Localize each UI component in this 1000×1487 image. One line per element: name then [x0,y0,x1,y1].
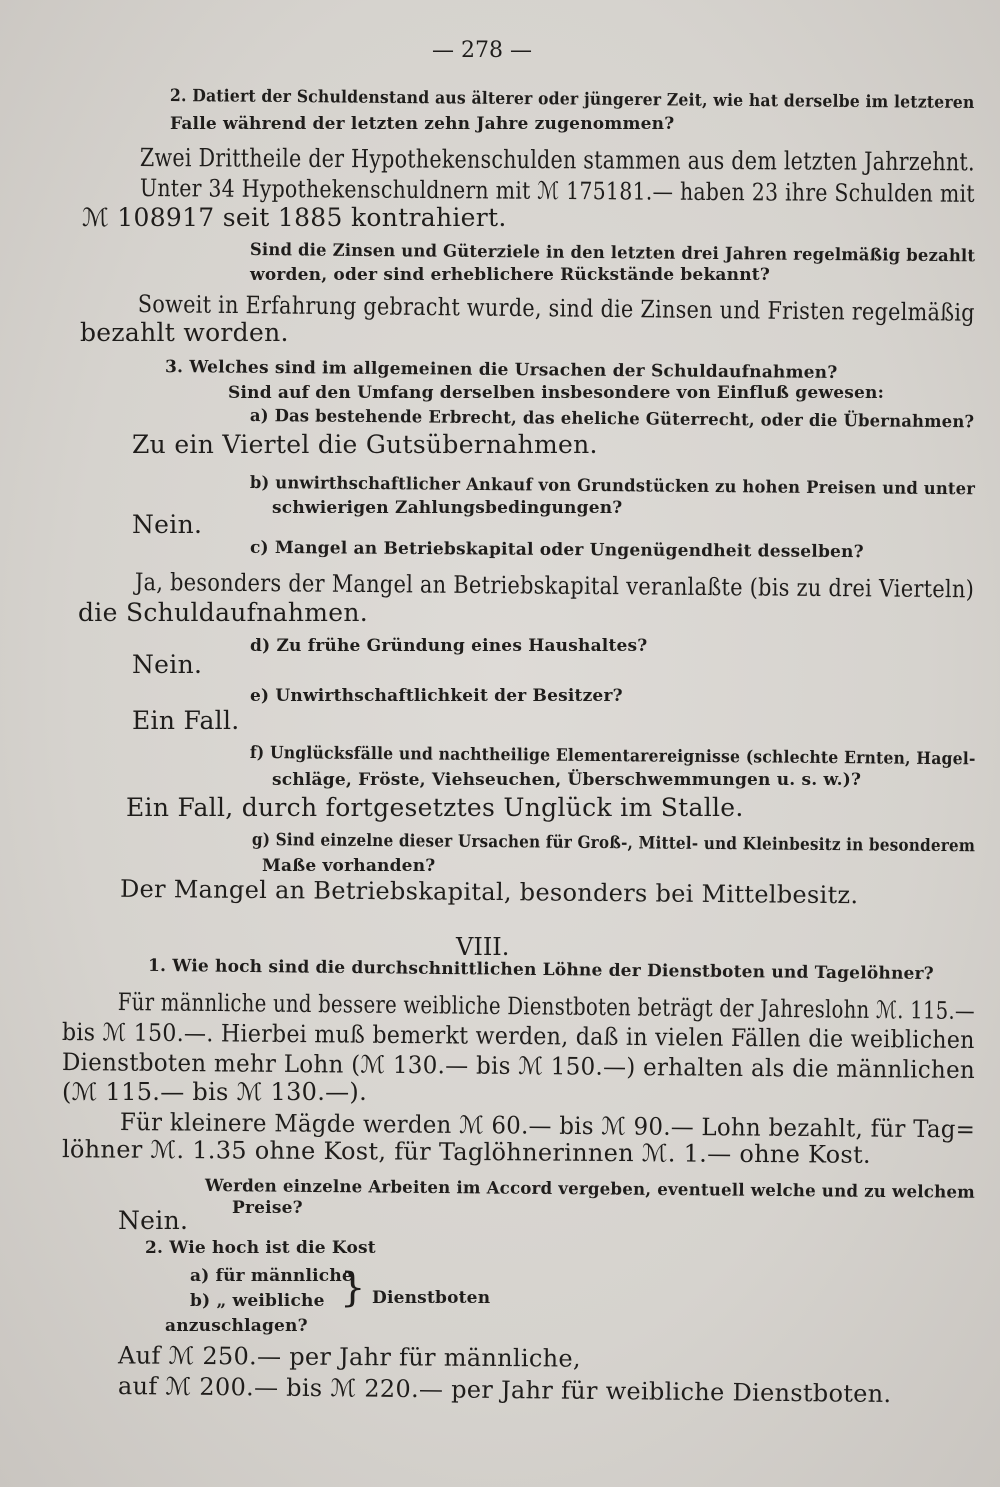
curly-brace-icon: } [340,1265,366,1311]
question-3b-line-2: schwierigen Zahlungsbedingungen? [272,498,623,518]
question-2b-line-2: worden, oder sind erheblichere Rückstände bekannt? [250,265,770,285]
question-2-line-1: 2. Datiert der Schuldenstand aus älterer oder jüngerer Zeit, wie hat derselbe im letzteren [169,86,975,114]
viii-question-1: 1. Wie hoch sind die durchschnittlichen Löhne der Dienstboten und Tagelöhner? [147,955,934,985]
answer-2-line-1: Zwei Drittheile der Hypothekenschulden stammen aus dem letzten Jahrzehnt. [139,143,975,177]
answer-2-line-3: ℳ 108917 seit 1885 kontrahiert. [82,203,507,232]
answer-3f: Ein Fall, durch fortgesetztes Unglück im Stalle. [126,793,744,822]
viii-question-1b-line-1: Werden einzelne Arbeiten im Accord vergeben, eventuell welche und zu welchem [204,1176,976,1203]
viii-question-2-group-label: Dienstboten [372,1288,491,1308]
viii-answer-1c: Nein. [118,1206,189,1235]
question-2b-line-1: Sind die Zinsen und Güterziele in den letzten drei Jahren regelmäßig bezahlt [249,240,976,267]
answer-3d: Nein. [132,650,203,679]
answer-3e: Ein Fall. [132,706,240,735]
question-3f-line-2: schläge, Fröste, Viehseuchen, Überschwemmungen u. s. w.)? [272,770,862,790]
answer-2-line-2: Unter 34 Hypothekenschuldnern mit ℳ 175181.— haben 23 ihre Schulden mit [139,174,975,208]
viii-question-2-option-a: a) für männliche [190,1266,353,1286]
viii-answer-1-line-1: Für männliche und bessere weibliche Dienstboten beträgt der Jahreslohn ℳ. 115.— [117,988,976,1025]
question-3b-line-1: b) unwirthschaftlicher Ankauf von Grundstücken zu hohen Preisen und unter [249,473,976,500]
question-2-line-2: Falle während der letzten zehn Jahre zugenommen? [170,114,675,134]
viii-answer-1b-line-1: Für kleinere Mägde werden ℳ 60.— bis ℳ 90.— Lohn bezahlt, für Tag= [119,1108,976,1144]
question-3e: e) Unwirthschaftlichkeit der Besitzer? [250,686,623,706]
viii-answer-1-line-3: Dienstboten mehr Lohn (ℳ 130.— bis ℳ 150.—) erhalten als die männlichen [61,1048,976,1084]
question-3g-line-2: Maße vorhanden? [262,856,436,876]
viii-question-2-line-4: anzuschlagen? [165,1316,308,1336]
viii-question-1b-line-2: Preise? [232,1198,303,1218]
question-3-line-2: Sind auf den Umfang derselben insbesondere von Einfluß gewesen: [228,383,885,403]
viii-answer-1-line-4: (ℳ 115.— bis ℳ 130.—). [62,1078,368,1106]
answer-2b-line-2: bezahlt worden. [80,318,289,347]
page-number: — 278 — [432,38,532,63]
answer-3g: Der Mangel an Betriebskapital, besonders bei Mittelbesitz. [119,874,859,910]
viii-answer-1b-line-2: löhner ℳ. 1.35 ohne Kost, für Taglöhnerinnen ℳ. 1.— ohne Kost. [61,1135,871,1169]
answer-3c-line-1: Ja, besonders der Mangel an Betriebskapital veranlaßte (bis zu drei Vierteln) [134,568,975,604]
question-3g-line-1: g) Sind einzelne dieser Ursachen für Groß-, Mittel- und Kleinbesitz in besonderem [251,830,976,857]
answer-3c-line-2: die Schuldaufnahmen. [78,598,368,627]
answer-3a: Zu ein Viertel die Gutsübernahmen. [132,430,598,459]
answer-3b: Nein. [132,510,203,539]
question-3f-line-1: f) Unglücksfälle und nachtheilige Elementarereignisse (schlechte Ernten, Hagel- [249,743,976,770]
question-3d: d) Zu frühe Gründung eines Haushaltes? [250,636,648,656]
viii-question-2-line-1: 2. Wie hoch ist die Kost [145,1238,376,1258]
question-3a: a) Das bestehende Erbrecht, das eheliche Güterrecht, oder die Übernahmen? [249,406,975,433]
section-heading-viii: VIII. [456,933,510,961]
viii-answer-2-line-1: Auf ℳ 250.— per Jahr für männliche, [117,1341,581,1373]
viii-answer-1-line-2: bis ℳ 150.—. Hierbei muß bemerkt werden, daß in vielen Fällen die weiblichen [61,1018,975,1054]
answer-2b-line-1: Soweit in Erfahrung gebracht wurde, sind die Zinsen und Fristen regelmäßig [137,290,975,327]
viii-answer-2-line-2: auf ℳ 200.— bis ℳ 220.— per Jahr für weibliche Dienstboten. [117,1371,892,1409]
question-3-line-1: 3. Welches sind im allgemeinen die Ursachen der Schuldaufnahmen? [164,357,838,383]
question-3c: c) Mangel an Betriebskapital oder Ungenügendheit desselben? [249,537,864,563]
viii-question-2-option-b: b) „ weibliche [190,1291,325,1311]
